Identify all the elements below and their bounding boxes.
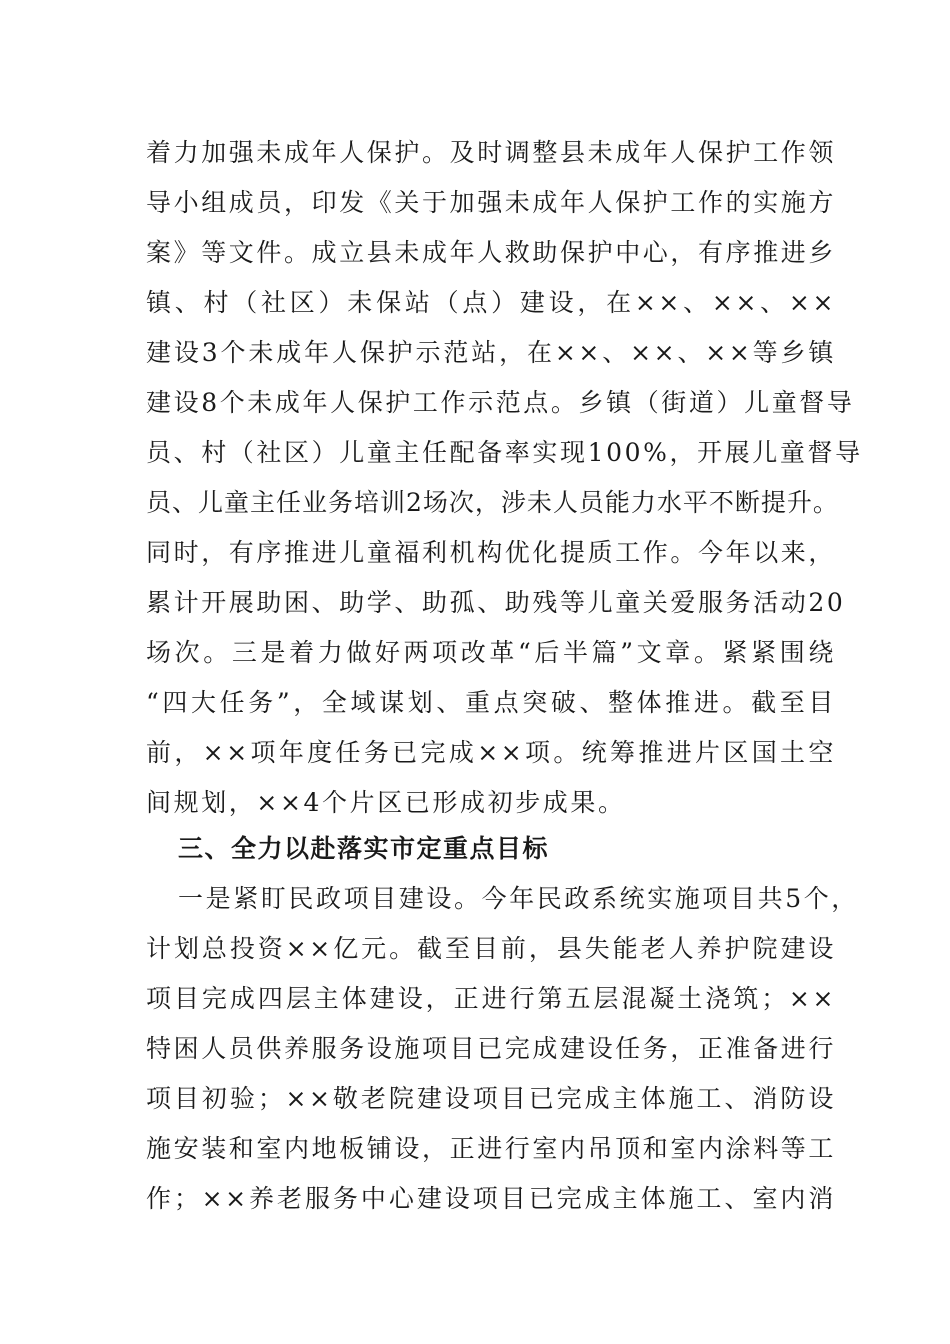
paragraph-line: 计划总投资××亿元。截至目前，县失能老人养护院建设 [146,934,836,963]
paragraph-line: 累计开展助困、助学、助孤、助残等儿童关爱服务活动20 [146,588,846,617]
paragraph-line: 施安装和室内地板铺设，正进行室内吊顶和室内涂料等工 [146,1134,837,1163]
paragraph-line: 场次。三是着力做好两项改革“后半篇”文章。紧紧围绕 [146,638,836,667]
paragraph-line: 着力加强未成年人保护。及时调整县未成年人保护工作领 [146,138,837,167]
paragraph-line: 员、村（社区）儿童主任配备率实现100%，开展儿童督导 [146,438,863,467]
paragraph-line: “四大任务”，全域谋划、重点突破、整体推进。截至目 [146,688,836,717]
paragraph-line: 建设8个未成年人保护工作示范点。乡镇（街道）儿童督导 [146,388,855,417]
paragraph-line: 建设3个未成年人保护示范站，在××、××、××等乡镇 [146,338,836,367]
paragraph-line: 同时，有序推进儿童福利机构优化提质工作。今年以来， [146,538,837,567]
paragraph-line: 导小组成员，印发《关于加强未成年人保护工作的实施方 [146,188,837,217]
paragraph-line: 员、儿童主任业务培训2场次，涉未人员能力水平不断提升。 [146,488,839,517]
paragraph-line: 案》等文件。成立县未成年人救助保护中心，有序推进乡 [146,238,837,267]
paragraph-line: 项目初验；××敬老院建设项目已完成主体施工、消防设 [146,1084,836,1113]
paragraph-line: 一是紧盯民政项目建设。今年民政系统实施项目共5个， [178,884,859,913]
paragraph-line: 项目完成四层主体建设，正进行第五层混凝土浇筑；×× [146,984,836,1013]
section-heading: 三、全力以赴落实市定重点目标 [178,834,550,863]
paragraph-line: 前，××项年度任务已完成××项。统筹推进片区国土空 [146,738,836,767]
paragraph-line: 作；××养老服务中心建设项目已完成主体施工、室内消 [146,1184,836,1213]
paragraph-line: 镇、村（社区）未保站（点）建设，在××、××、×× [146,288,836,317]
paragraph-line: 间规划，××4个片区已形成初步成果。 [146,788,626,817]
paragraph-line: 特困人员供养服务设施项目已完成建设任务，正准备进行 [146,1034,837,1063]
